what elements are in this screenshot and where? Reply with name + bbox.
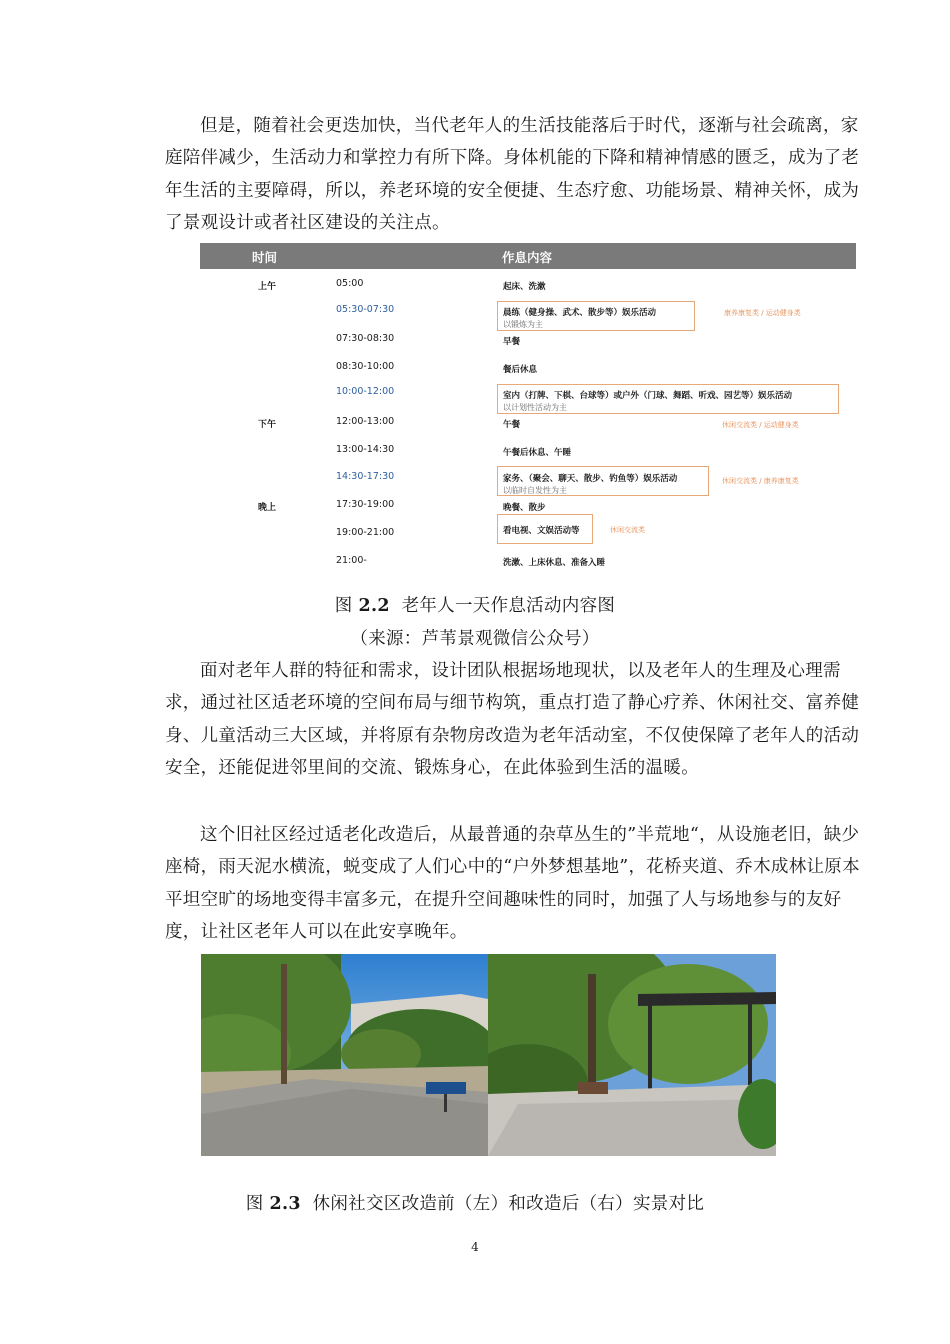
header-time: 时间 [252, 250, 278, 265]
row-time: 14:30-17:30 [336, 471, 395, 482]
schedule-figure [200, 243, 856, 573]
row-category-tag: 休闲交流类 / 康养康复类 [722, 477, 799, 485]
caption-title: 休闲社交区改造前（左）和改造后（右）实景对比 [312, 1194, 705, 1214]
period-morning: 上午 [258, 282, 277, 292]
row-time: 05:30-07:30 [336, 304, 395, 315]
photo-after-renovation [488, 954, 776, 1156]
row-activity: 看电视、文娱活动等 [503, 526, 580, 536]
row-activity: 餐后休息 [503, 365, 538, 375]
row-sub-note: 以锻炼为主 [503, 320, 543, 329]
caption-number: 2.2 [358, 596, 390, 616]
caption-number: 2.3 [269, 1194, 301, 1214]
body-paragraph-1: 但是，随着社会更迭加快，当代老年人的生活技能落后于时代，逐渐与社会疏离，家庭陪伴减少，生活动力和掌控力有所下降。身体机能的下降和精神情感的匮乏，成为了老年生活的主要障碍，所以，养老环境的安全便捷、生态疗愈、功能场景、精神关怀，成为了景观设计或者社区建设的关注点。 [165, 116, 860, 234]
caption-label: 图 [334, 596, 353, 616]
row-time: 21:00- [336, 555, 367, 566]
row-activity: 家务、（聚会、聊天、散步、钓鱼等）娱乐活动 [503, 474, 678, 484]
row-time: 19:00-21:00 [336, 527, 395, 538]
row-time: 08:30-10:00 [336, 361, 395, 372]
row-category-tag: 休闲交流类 [610, 526, 645, 534]
row-activity: 早餐 [503, 337, 521, 347]
schedule-header [200, 243, 856, 269]
period-afternoon: 下午 [258, 420, 277, 430]
period-evening: 晚上 [258, 503, 277, 513]
row-activity: 晚餐、散步 [503, 503, 546, 513]
body-paragraph-2: 面对老年人群的特征和需求，设计团队根据场地现状，以及老年人的生理及心理需求，通过社区适老环境的空间布局与细节构筑，重点打造了静心疗养、休闲社交、富养健身、儿童活动三大区域，并将原有杂物房改造为老年活动室，不仅使保障了老年人的活动安全，还能促进邻里间的交流、锻炼身心，在此体验到生活的温暖。 [165, 661, 860, 779]
header-content: 作息内容 [502, 250, 553, 265]
row-activity: 午餐后休息、午睡 [503, 448, 572, 458]
row-sub-note: 以临时自发性为主 [503, 486, 567, 495]
page-number: 4 [471, 1240, 479, 1254]
row-activity: 起床、洗漱 [503, 282, 546, 292]
row-category-tag: 康养康复类 / 运动健身类 [724, 309, 801, 317]
caption-title: 老年人一天作息活动内容图 [401, 596, 616, 616]
row-activity: 晨练（健身操、武术、散步等）娱乐活动 [503, 308, 657, 318]
row-activity: 午餐 [503, 420, 521, 430]
row-sub-note: 以计划性活动为主 [503, 403, 567, 412]
row-time: 05:00 [336, 278, 364, 289]
row-activity: 洗漱、上床休息、准备入睡 [503, 558, 606, 568]
caption-label: 图 [245, 1194, 264, 1214]
figure-2-3-caption [0, 1190, 950, 1215]
row-activity: 室内（打牌、下棋、台球等）或户外（门球、舞蹈、听戏、园艺等）娱乐活动 [503, 391, 793, 401]
row-time: 07:30-08:30 [336, 333, 395, 344]
row-time: 12:00-13:00 [336, 416, 395, 427]
row-category-tag: 休闲交流类 / 运动健身类 [722, 421, 799, 429]
photo-before-renovation [201, 954, 488, 1156]
figure-2-2-source: （来源：芦苇景观微信公众号） [350, 629, 600, 649]
row-time: 13:00-14:30 [336, 444, 395, 455]
row-time: 10:00-12:00 [336, 386, 395, 397]
row-time: 17:30-19:00 [336, 499, 395, 510]
body-paragraph-3: 这个旧社区经过适老化改造后，从最普通的杂草丛生的”半荒地“，从设施老旧，缺少座椅，雨天泥水横流，蜕变成了人们心中的“户外梦想基地”，花桥夹道、乔木成林让原本平坦空旷的场地变得丰富多元，在提升空间趣味性的同时，加强了人与场地参与的友好度，让社区老年人可以在此安享晚年。 [165, 825, 860, 943]
figure-2-2-caption [0, 592, 950, 617]
